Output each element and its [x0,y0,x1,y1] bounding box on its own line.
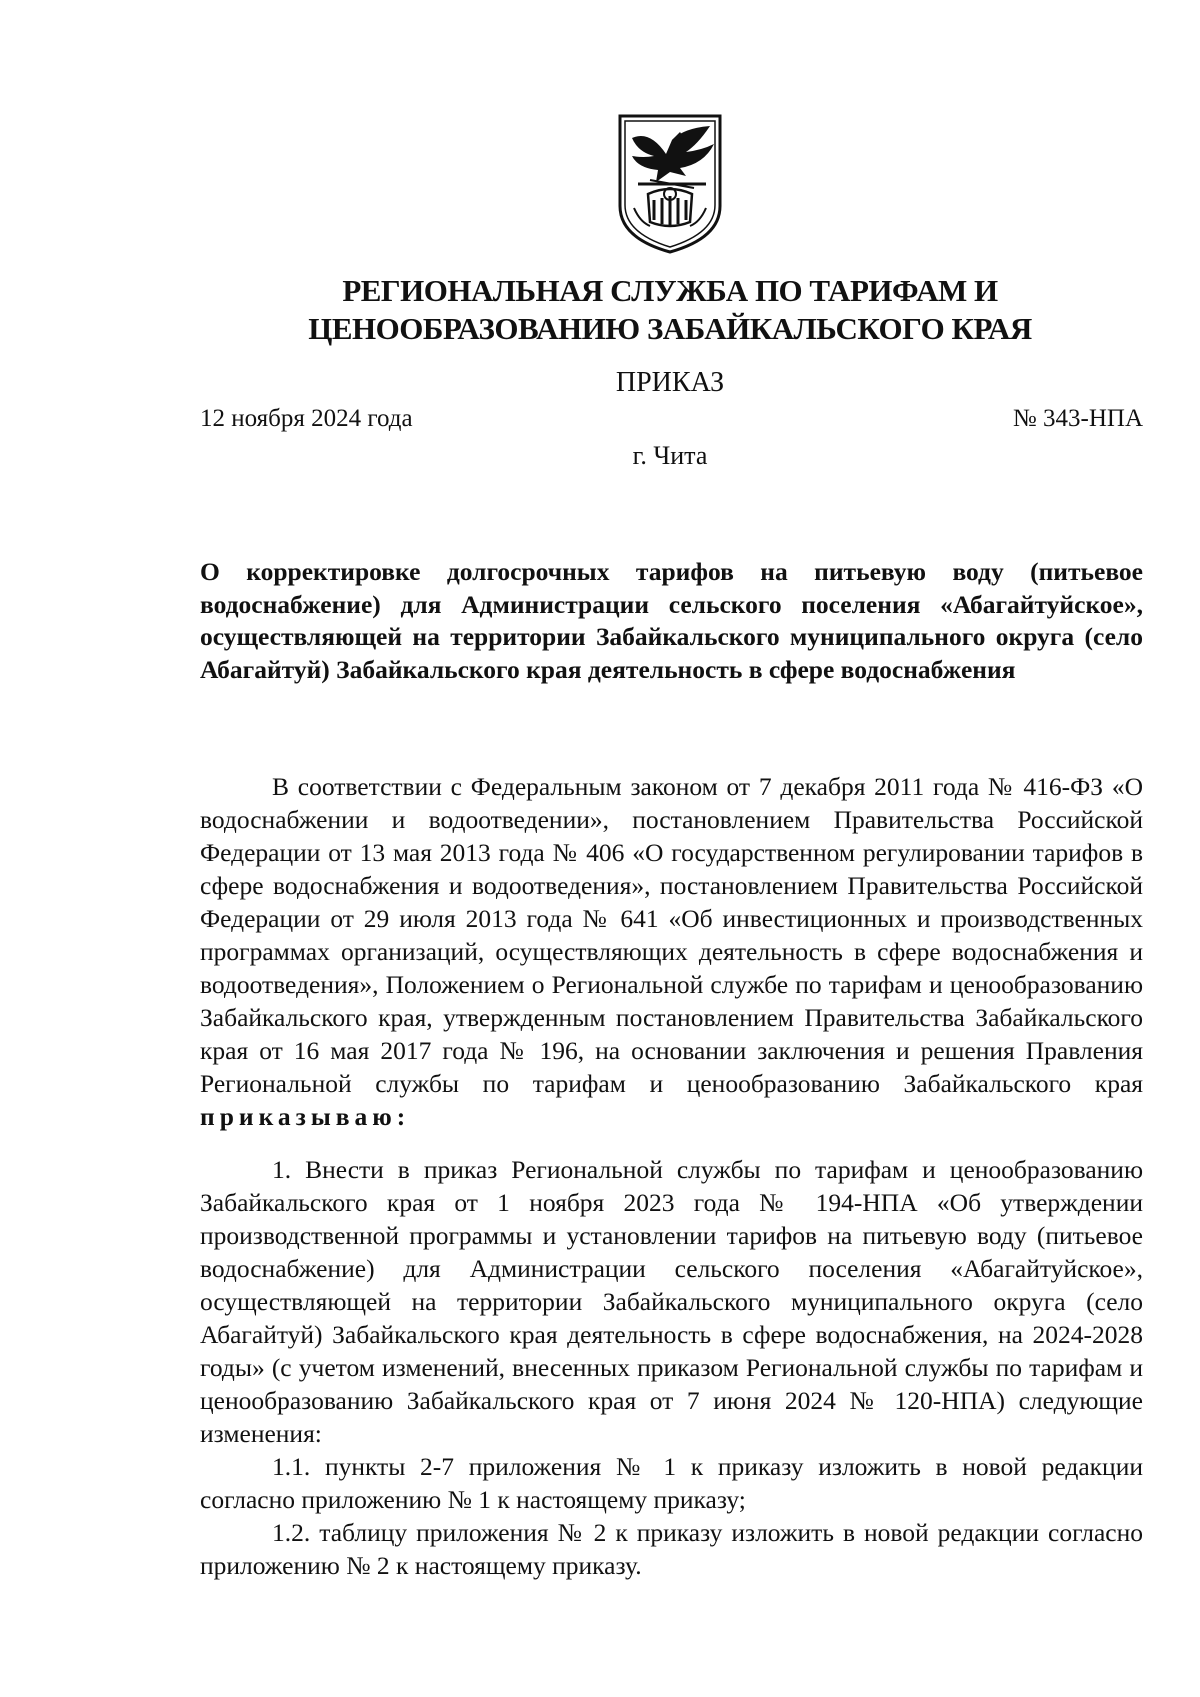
agency-name-line1: РЕГИОНАЛЬНАЯ СЛУЖБА ПО ТАРИФАМ И [342,273,998,308]
agency-name [200,272,1140,348]
preamble-text: В соответствии с Федеральным законом от 7 декабря 2011 года № 416-ФЗ «О водоснабжении и водоотведении», постановлением Правительства Российской Федерации от 13 мая 2013 года № 406 «О государственном регулировании тарифов в сфере водоснабжения и водоотведения», постановлением Правительства Российской Федерации от 29 июля 2013 года № 641 «Об инвестиционных и производственных программах организаций, осуществляющих деятельность в сфере водоснабжения и водоотведения», Положением о Региональной службе по тарифам и ценообразованию Забайкальского края, утвержденным постановлением Правительства Забайкальского края от 16 мая 2017 года № 196, на основании заключения и решения Правления Региональной службы по тарифам и ценообразованию Забайкальского края [200,772,1143,1098]
preamble-paragraph [200,770,1143,1133]
document-city: г. Чита [632,441,708,470]
document-body [200,770,1143,1582]
item-1-1-paragraph: 1.1. пункты 2-7 приложения № 1 к приказу изложить в новой редакции согласно приложению № 1 к настоящему приказу; [200,1452,1143,1514]
item-1-paragraph: 1. Внести в приказ Региональной службы по тарифам и ценообразованию Забайкальского края от 1 ноября 2023 года № 194-НПА «Об утверждении производственной программы и установлении тарифов на питьевую воду (питьевое водоснабжение) для Администрации сельского поселения «Абагайтуйское», осуществляющей на территории Забайкальского муниципального округа (село Абагайтуй) Забайкальского края деятельность в сфере водоснабжения, на 2024-2028 годы» (с учетом изменений, внесенных приказом Региональной службы по тарифам и ценообразованию Забайкальского края от 7 июня 2024 № 120-НПА) следующие изменения: [200,1155,1143,1448]
document-number: № 343-НПА [1012,405,1143,432]
document-type: ПРИКАЗ [615,367,725,398]
coat-of-arms-emblem [610,110,730,256]
document-date: 12 ноября 2024 года [200,405,413,432]
agency-name-line2: ЦЕНООБРАЗОВАНИЮ ЗАБАЙКАЛЬСКОГО КРАЯ [308,311,1032,346]
order-word: приказываю: [200,1102,411,1131]
item-1-2-paragraph: 1.2. таблицу приложения № 2 к приказу изложить в новой редакции согласно приложению № 2 к настоящему приказу. [200,1518,1143,1580]
document-subject: О корректировке долгосрочных тарифов на питьевую воду (питьевое водоснабжение) для Администрации сельского поселения «Абагайтуйское», осуществляющей на территории Забайкальского муниципального округа (село Абагайтуй) Забайкальского края деятельность в сфере водоснабжения [200,557,1143,684]
